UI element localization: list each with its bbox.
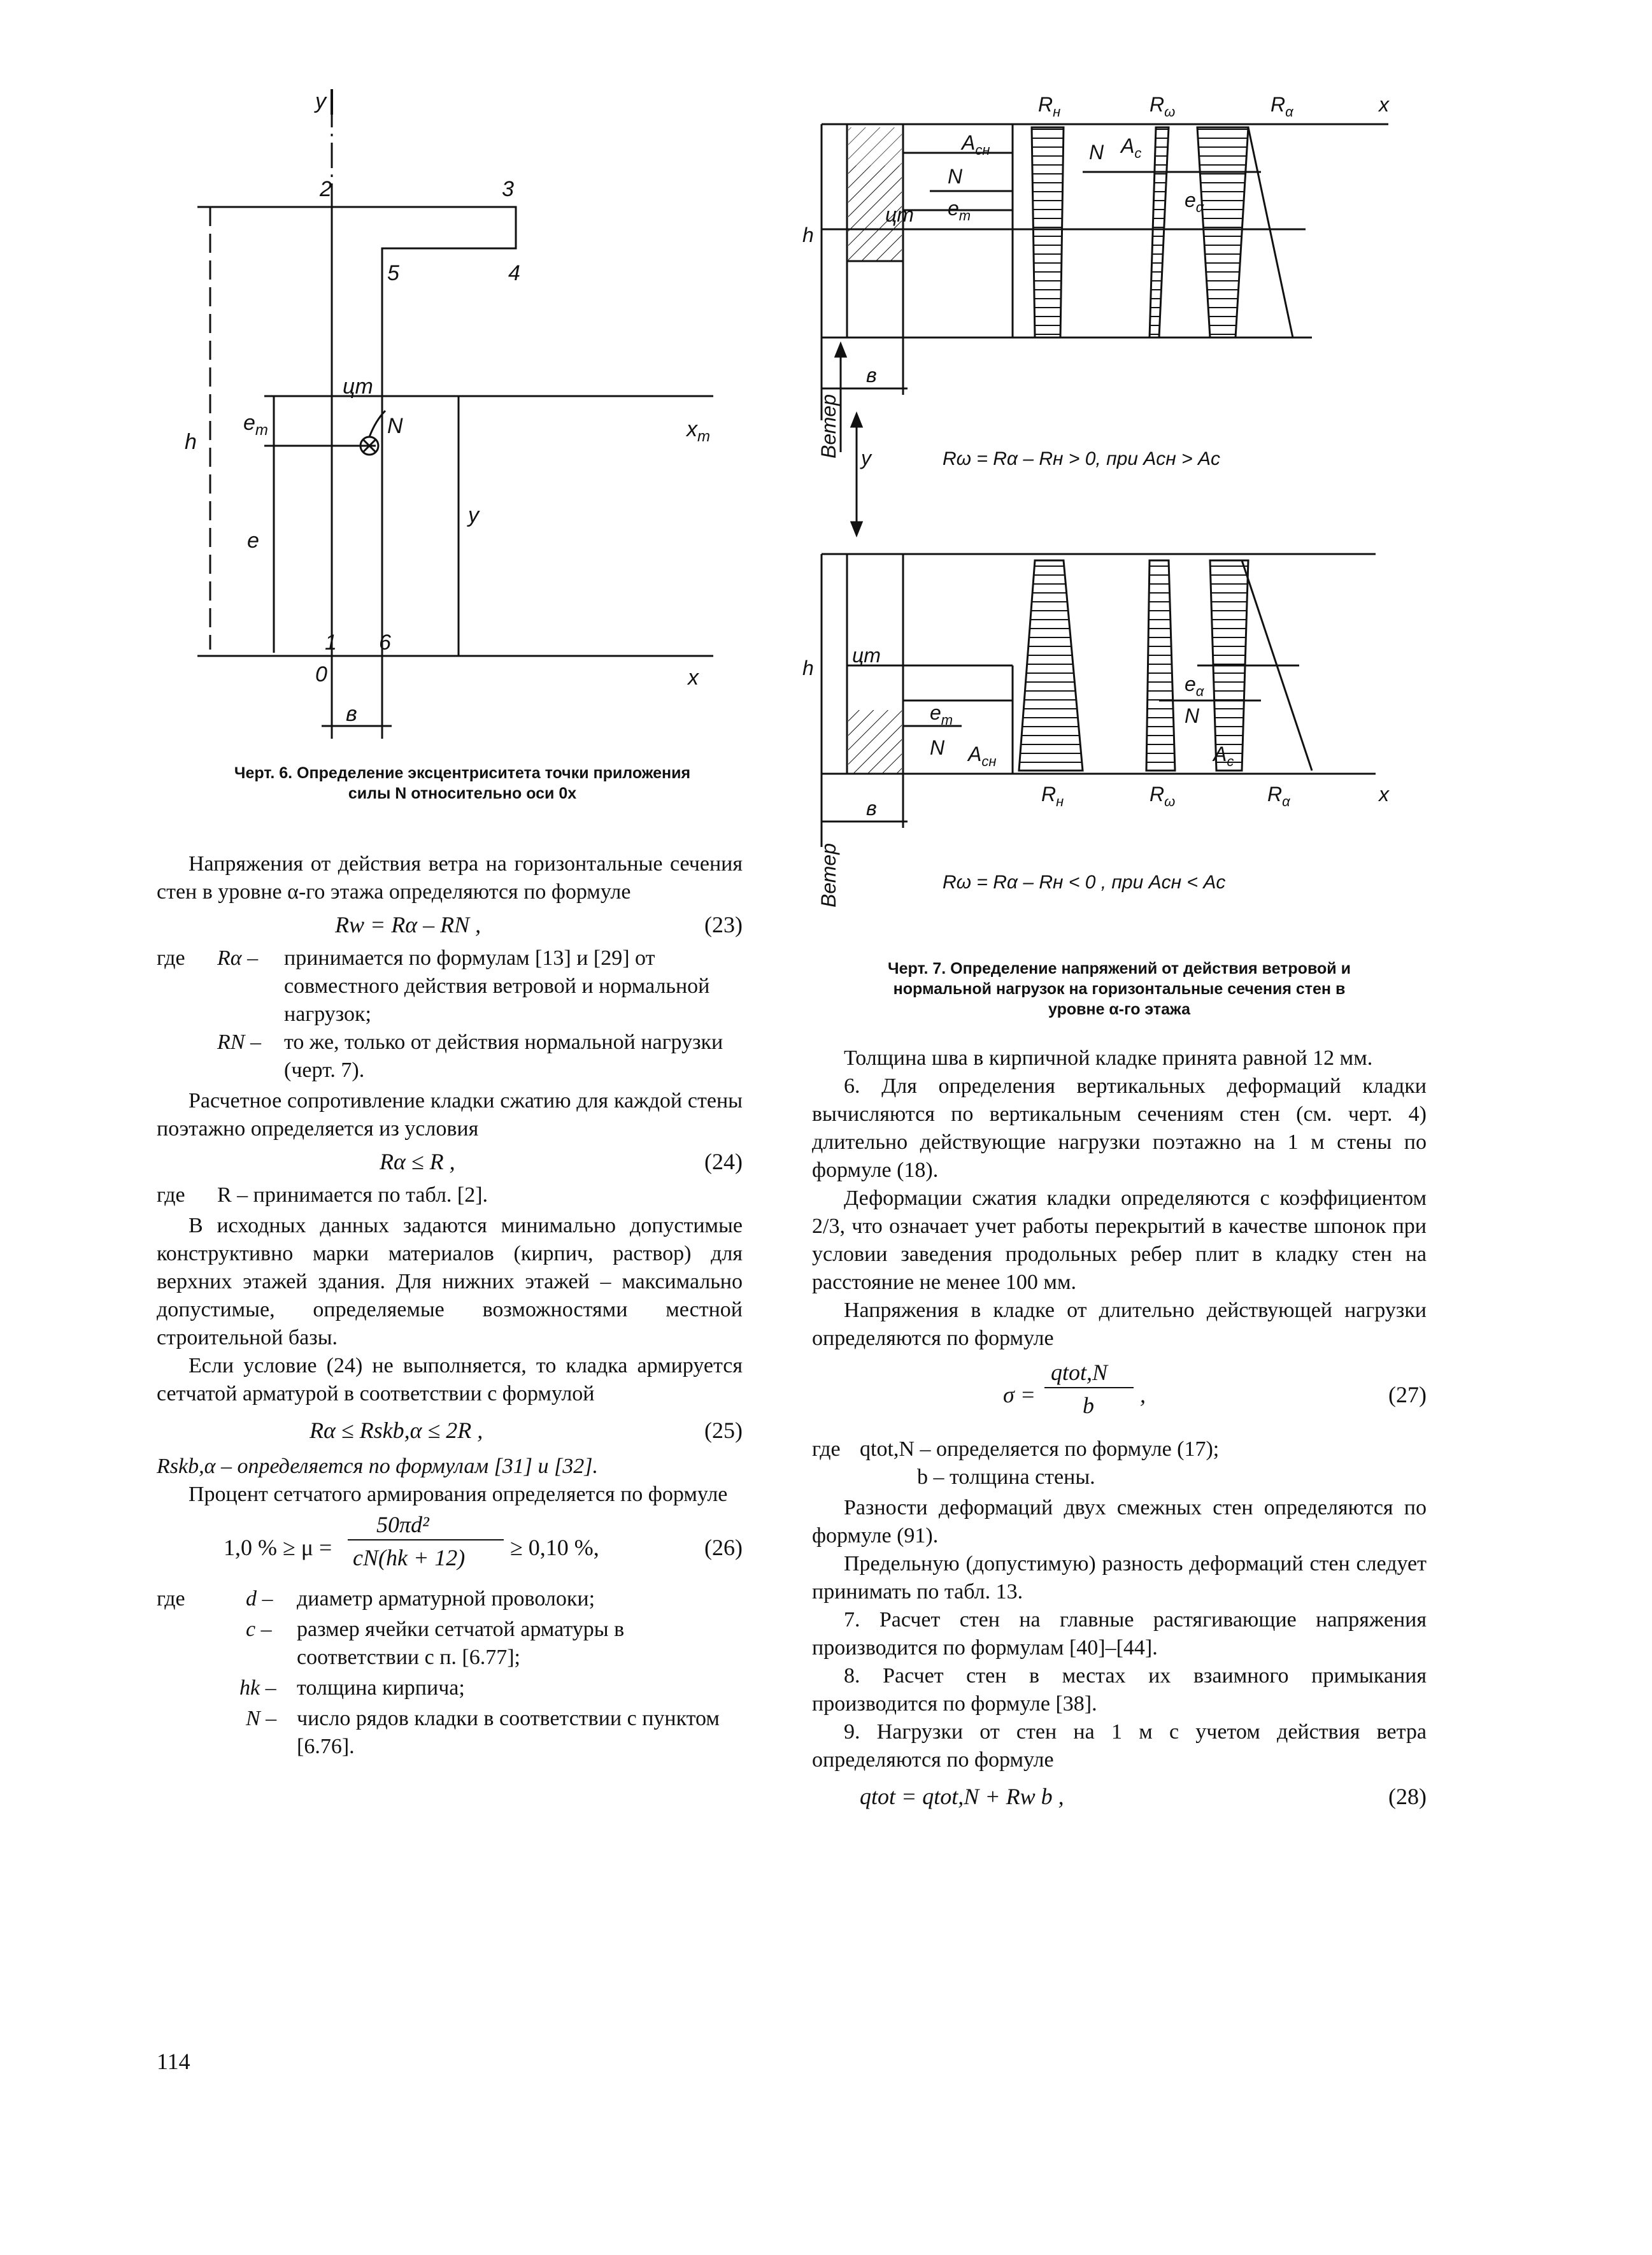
fig7-top-b: в — [866, 364, 877, 387]
fig7-bottom-x: x — [1379, 783, 1389, 806]
fig7-bottom-Rn: $R_н$ — [1041, 783, 1064, 809]
where-item: где Rα – принимается по формулам [13] и [29] от совместного действия ветровой и нормальной нагрузок; — [157, 946, 710, 1026]
where-item: N – число рядов кладки в соответствии с пунктом [6.76]. — [246, 1707, 720, 1758]
fig7-top-ct: цт — [885, 203, 914, 226]
paragraph: Напряжения от действия ветра на горизонтальные сечения стен в уровне α-го этажа определяются по формуле — [157, 852, 743, 904]
left-column — [157, 850, 743, 1763]
paragraph: Деформации сжатия кладки определяются с коэффициентом 2/3, что означает учет работы перекрытий в качестве шпонок при условии заведения продольных ребер плит в кладку стен на расстояние не менее 100 мм. — [812, 1186, 1427, 1294]
fig6-label-1: 1 — [325, 630, 337, 655]
right-column — [812, 1044, 1427, 1819]
fig7-top-Ra: $R_\alpha$ — [1271, 93, 1293, 120]
fig7-bottom-Ac: $A_c$ — [1213, 743, 1234, 769]
fig7-top-Ac: $A_c$ — [1121, 134, 1142, 161]
fig7-bottom-em: $e_m$ — [930, 701, 953, 728]
formula-25: Rα ≤ Rskb,α ≤ 2R , (25) — [310, 1418, 743, 1443]
paragraph: Расчетное сопротивление кладки сжатию для каждой стены поэтажно определяется из условия — [157, 1089, 743, 1141]
fig7-top-y: y — [861, 446, 871, 469]
fig7-top-em: $e_m$ — [948, 197, 971, 224]
fig6-label-0: 0 — [315, 662, 327, 686]
fig7-bottom-N2: N — [1185, 704, 1200, 727]
fig6-label-4: 4 — [508, 261, 520, 285]
fig7-top-h: h — [802, 224, 814, 246]
where-item: hk – толщина кирпича; — [239, 1676, 465, 1700]
where-item: RN – то же, только от действия нормальной нагрузки (черт. 7). — [217, 1030, 723, 1082]
fig6-label-N: N — [387, 414, 403, 438]
fig6-label-em: $e_m$ — [243, 411, 268, 439]
paragraph: Процент сетчатого армирования определяется по формуле — [189, 1483, 728, 1506]
where-item: где d – диаметр арматурной проволоки; — [157, 1587, 595, 1611]
paragraph: Если условие (24) не выполняется, то кладка армируется сетчатой арматурой в соответствии с формулой — [157, 1354, 743, 1405]
paragraph: Толщина шва в кирпичной кладке принята равной 12 мм. — [844, 1046, 1373, 1070]
fig7-top-Rn: $R_н$ — [1038, 93, 1061, 120]
fig7-top-x: x — [1379, 93, 1389, 116]
paragraph: Предельную (допустимую) разность деформаций стен следует принимать по табл. 13. — [812, 1552, 1427, 1604]
fig6-label-y: y — [315, 89, 326, 113]
paragraph: В исходных данных задаются минимально допустимые конструктивно марки материалов (кирпич, раствор) для верхних этажей здания. Для нижних этажей – максимально допустимые, определяемые возможностями местной строительной базы. — [157, 1214, 743, 1349]
formula-28: qtot = qtot,N + Rw b , (28) — [860, 1784, 1427, 1809]
fig7-top-Rw: $R_\omega$ — [1150, 93, 1176, 120]
figure-6-diagram — [185, 89, 745, 745]
paragraph: Rskb,α – определяется по формулам [31] и [32]. — [157, 1455, 598, 1478]
fig6-label-xm: $x_m$ — [687, 417, 710, 445]
fig6-label-x: x — [688, 665, 699, 690]
fig6-label-h: h — [185, 430, 197, 454]
paragraph: 9. Нагрузки от стен на 1 м с учетом действия ветра определяются по формуле — [812, 1720, 1427, 1772]
paragraph: 8. Расчет стен в местах их взаимного примыкания производится по формуле [38]. — [812, 1664, 1427, 1716]
fig7-bottom-b: в — [866, 797, 877, 820]
where-item: где qtot,N – определяется по формуле (17); — [812, 1437, 1220, 1461]
fig6-label-3: 3 — [502, 177, 514, 201]
fig6-label-ylab: y — [468, 503, 479, 527]
fig7-bottom-Rw: $R_\omega$ — [1150, 783, 1176, 809]
figure-7-caption: Черт. 7. Определение напряжений от действия ветровой и нормальной нагрузок на горизонтальные сечения стен в уровне α-го этажа — [888, 960, 1351, 1018]
paragraph: Разности деформаций двух смежных стен определяются по формуле (91). — [812, 1496, 1427, 1547]
fig7-bottom-ea: $e_\alpha$ — [1185, 672, 1204, 699]
fig7-bottom-N1: N — [930, 736, 945, 759]
fig7-bottom-veter: Ветер — [817, 843, 840, 907]
fig7-bottom-Ra: $R_\alpha$ — [1267, 783, 1290, 809]
fig7-top-N: N — [1089, 141, 1104, 164]
where-item: c – размер ячейки сетчатой арматуры в соответствии с п. [6.77]; — [246, 1618, 625, 1669]
fig7-bottom-h: h — [802, 657, 814, 679]
fig6-label-2: 2 — [320, 177, 332, 201]
where-item: b – толщина стены. — [917, 1465, 1095, 1489]
where-item: где R – принимается по табл. [2]. — [157, 1183, 488, 1207]
fig7-bottom-formula: Rω = Rα – Rн < 0 , при Aсн < Aс — [943, 872, 1226, 893]
fig7-bottom-ct: цт — [852, 644, 881, 667]
paragraph: 7. Расчет стен на главные растягивающие напряжения производится по формулам [40]–[44]. — [812, 1608, 1427, 1660]
fig7-bottom-Acn: $A_{сн}$ — [968, 743, 997, 769]
fig6-label-e: e — [247, 529, 259, 553]
figure-7-diagram — [802, 89, 1439, 917]
fig7-top-N-em: N — [948, 165, 963, 188]
fig7-top-formula: Rω = Rα – Rн > 0, при Aсн > Aс — [943, 448, 1220, 469]
formula-26: 1,0 % ≥ μ = 50πd² cN(hk + 12) ≥ 0,10 %, (26) — [224, 1512, 743, 1570]
fig7-top-Acn: $A_{сн}$ — [962, 131, 990, 158]
fig6-label-ct: цт — [343, 374, 373, 399]
fig6-label-5: 5 — [387, 261, 399, 285]
formula-23: Rw = Rα – RN , (23) — [335, 912, 743, 937]
paragraph: 6. Для определения вертикальных деформаций кладки вычисляются по вертикальным сечениям стен (см. черт. 4) длительно действующие нагрузки поэтажно на 1 м стены по формуле (18). — [812, 1074, 1427, 1182]
formula-27: σ = qtot,N b , (27) — [1003, 1360, 1427, 1418]
fig7-top-ea: $e_\alpha$ — [1185, 189, 1204, 215]
formula-24: Rα ≤ R , (24) — [380, 1149, 743, 1174]
paragraph: Напряжения в кладке от длительно действующей нагрузки определяются по формуле — [812, 1298, 1427, 1350]
fig7-top-veter: Ветер — [817, 394, 840, 459]
figure-6-caption: Черт. 6. Определение эксцентриситета точки приложения силы N относительно оси 0x — [234, 764, 691, 802]
fig6-label-b: в — [346, 702, 357, 726]
page-number: 114 — [157, 2049, 190, 2074]
fig6-label-6: 6 — [379, 630, 391, 655]
